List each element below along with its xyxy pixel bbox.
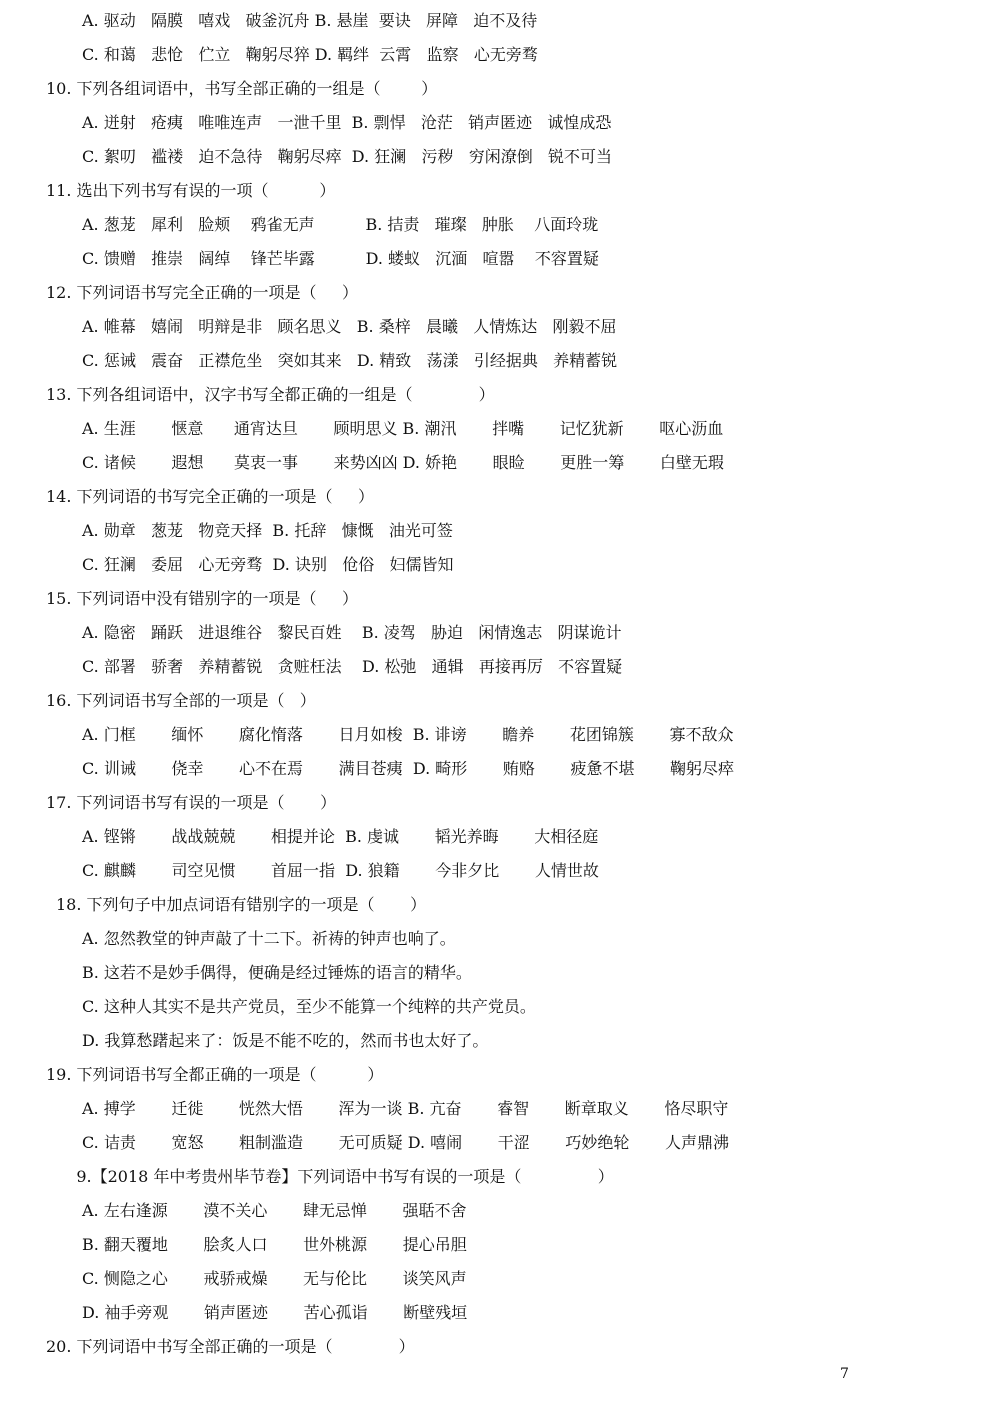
option-line: C. 狂澜 委屈 心无旁骛 D. 诀别 伧俗 妇儒皆知 bbox=[82, 555, 454, 574]
option-line: C. 诸候 遐想 莫衷一事 来势凶凶 D. 娇艳 眼睑 更胜一筹 白壁无瑕 bbox=[82, 453, 724, 472]
option-line: C. 部署 骄奢 养精蓄锐 贪赃枉法 D. 松弛 通辑 再接再厉 不容置疑 bbox=[82, 657, 623, 676]
question-line: 11. 选出下列书写有误的一项（ ） bbox=[46, 181, 336, 200]
option-line: C. 麒麟 司空见惯 首屈一指 D. 狼籍 今非夕比 人情世故 bbox=[82, 861, 599, 880]
question-line: 13. 下列各组词语中，汉字书写全都正确的一组是（ ） bbox=[46, 385, 495, 404]
option-line: C. 惩诫 震奋 正襟危坐 突如其来 D. 精致 荡漾 引经据典 养精蓄锐 bbox=[82, 351, 618, 370]
option-line: A. 隐密 踊跃 进退维谷 黎民百姓 B. 凌驾 胁迫 闲情逸志 阴谋诡计 bbox=[82, 623, 622, 642]
option-line: B. 翻天覆地 脍炙人口 世外桃源 提心吊胆 bbox=[82, 1235, 467, 1254]
option-line: C. 和蔼 悲怆 伫立 鞠躬尽猝 D. 羁绊 云霄 监察 心无旁骛 bbox=[82, 45, 538, 64]
option-line: A. 驱动 隔膜 嘻戏 破釜沉舟 B. 悬崖 要诀 屏障 迫不及待 bbox=[82, 11, 538, 30]
option-line: B. 这若不是妙手偶得，便确是经过锤炼的语言的精华。 bbox=[82, 963, 472, 982]
question-line: 14. 下列词语的书写完全正确的一项是（ ） bbox=[46, 487, 374, 506]
option-line: A. 勋章 葱茏 物竞天择 B. 托辞 慷慨 油光可签 bbox=[82, 521, 453, 540]
question-line: 17. 下列词语书写有误的一项是（ ） bbox=[46, 793, 337, 812]
option-line: A. 生涯 惬意 通宵达旦 顾明思义 B. 潮汛 拌嘴 记忆犹新 呕心沥血 bbox=[82, 419, 724, 438]
question-line: 18. 下列句子中加点词语有错别字的一项是（ ） bbox=[56, 895, 427, 914]
page-number: 7 bbox=[840, 1366, 849, 1382]
option-line: A. 搏学 迁徙 恍然大悟 浑为一谈 B. 亢奋 睿智 断章取义 恪尽职守 bbox=[82, 1099, 729, 1118]
option-line: A. 忽然教堂的钟声敲了十二下。祈祷的钟声也响了。 bbox=[82, 929, 456, 948]
question-line: 16. 下列词语书写全部的一项是（ ） bbox=[46, 691, 316, 710]
option-line: A. 葱茏 犀利 脸颊 鸦雀无声 B. 拮责 璀璨 肿胀 八面玲珑 bbox=[82, 215, 599, 234]
option-line: C. 训诫 侥幸 心不在焉 满目苍痍 D. 畸形 贿赂 疲惫不堪 鞠躬尽瘁 bbox=[82, 759, 735, 778]
option-line: C. 恻隐之心 戒骄戒燥 无与伦比 谈笑风声 bbox=[82, 1269, 467, 1288]
option-line: A. 迸射 疮痍 唯唯连声 一泄千里 B. 剽悍 沧茫 销声匿迹 诚惶成恐 bbox=[82, 113, 612, 132]
option-line: C. 馈赠 推崇 阔绰 锋芒毕露 D. 蝼蚁 沉湎 喧嚣 不容置疑 bbox=[82, 249, 599, 268]
option-line: A. 帷幕 嬉闹 明辩是非 顾名思义 B. 桑梓 晨曦 人情炼达 刚毅不屈 bbox=[82, 317, 617, 336]
option-line: C. 诘责 宽怒 粗制滥造 无可质疑 D. 嘻闹 干涩 巧妙绝轮 人声鼎沸 bbox=[82, 1133, 729, 1152]
question-line: 20. 下列词语中书写全部正确的一项是（ ） bbox=[46, 1337, 415, 1356]
option-line: A. 铿锵 战战兢兢 相提并论 B. 虔诚 韬光养晦 大相径庭 bbox=[82, 827, 599, 846]
option-line: D. 袖手旁观 销声匿迹 苦心孤诣 断壁残垣 bbox=[82, 1303, 468, 1322]
question-line: 9.【2018 年中考贵州毕节卷】下列词语中书写有误的一项是（ ） bbox=[56, 1167, 614, 1186]
option-line: A. 门框 缅怀 腐化惰落 日月如梭 B. 诽谤 瞻养 花团锦簇 寡不敌众 bbox=[82, 725, 734, 744]
question-line: 19. 下列词语书写全都正确的一项是（ ） bbox=[46, 1065, 384, 1084]
question-line: 15. 下列词语中没有错别字的一项是（ ） bbox=[46, 589, 358, 608]
option-line: C. 絮叨 褴褛 迫不急待 鞠躬尽瘁 D. 狂澜 污秽 穷闲潦倒 锐不可当 bbox=[82, 147, 612, 166]
question-line: 10. 下列各组词语中，书写全部正确的一组是（ ） bbox=[46, 79, 438, 98]
question-line: 12. 下列词语书写完全正确的一项是（ ） bbox=[46, 283, 358, 302]
option-line: C. 这种人其实不是共产党员，至少不能算一个纯粹的共产党员。 bbox=[82, 997, 536, 1016]
option-line: A. 左右逢源 漠不关心 肆无忌惮 强聒不舍 bbox=[82, 1201, 467, 1220]
option-line: D. 我算愁躇起来了：饭是不能不吃的，然而书也太好了。 bbox=[82, 1031, 489, 1050]
